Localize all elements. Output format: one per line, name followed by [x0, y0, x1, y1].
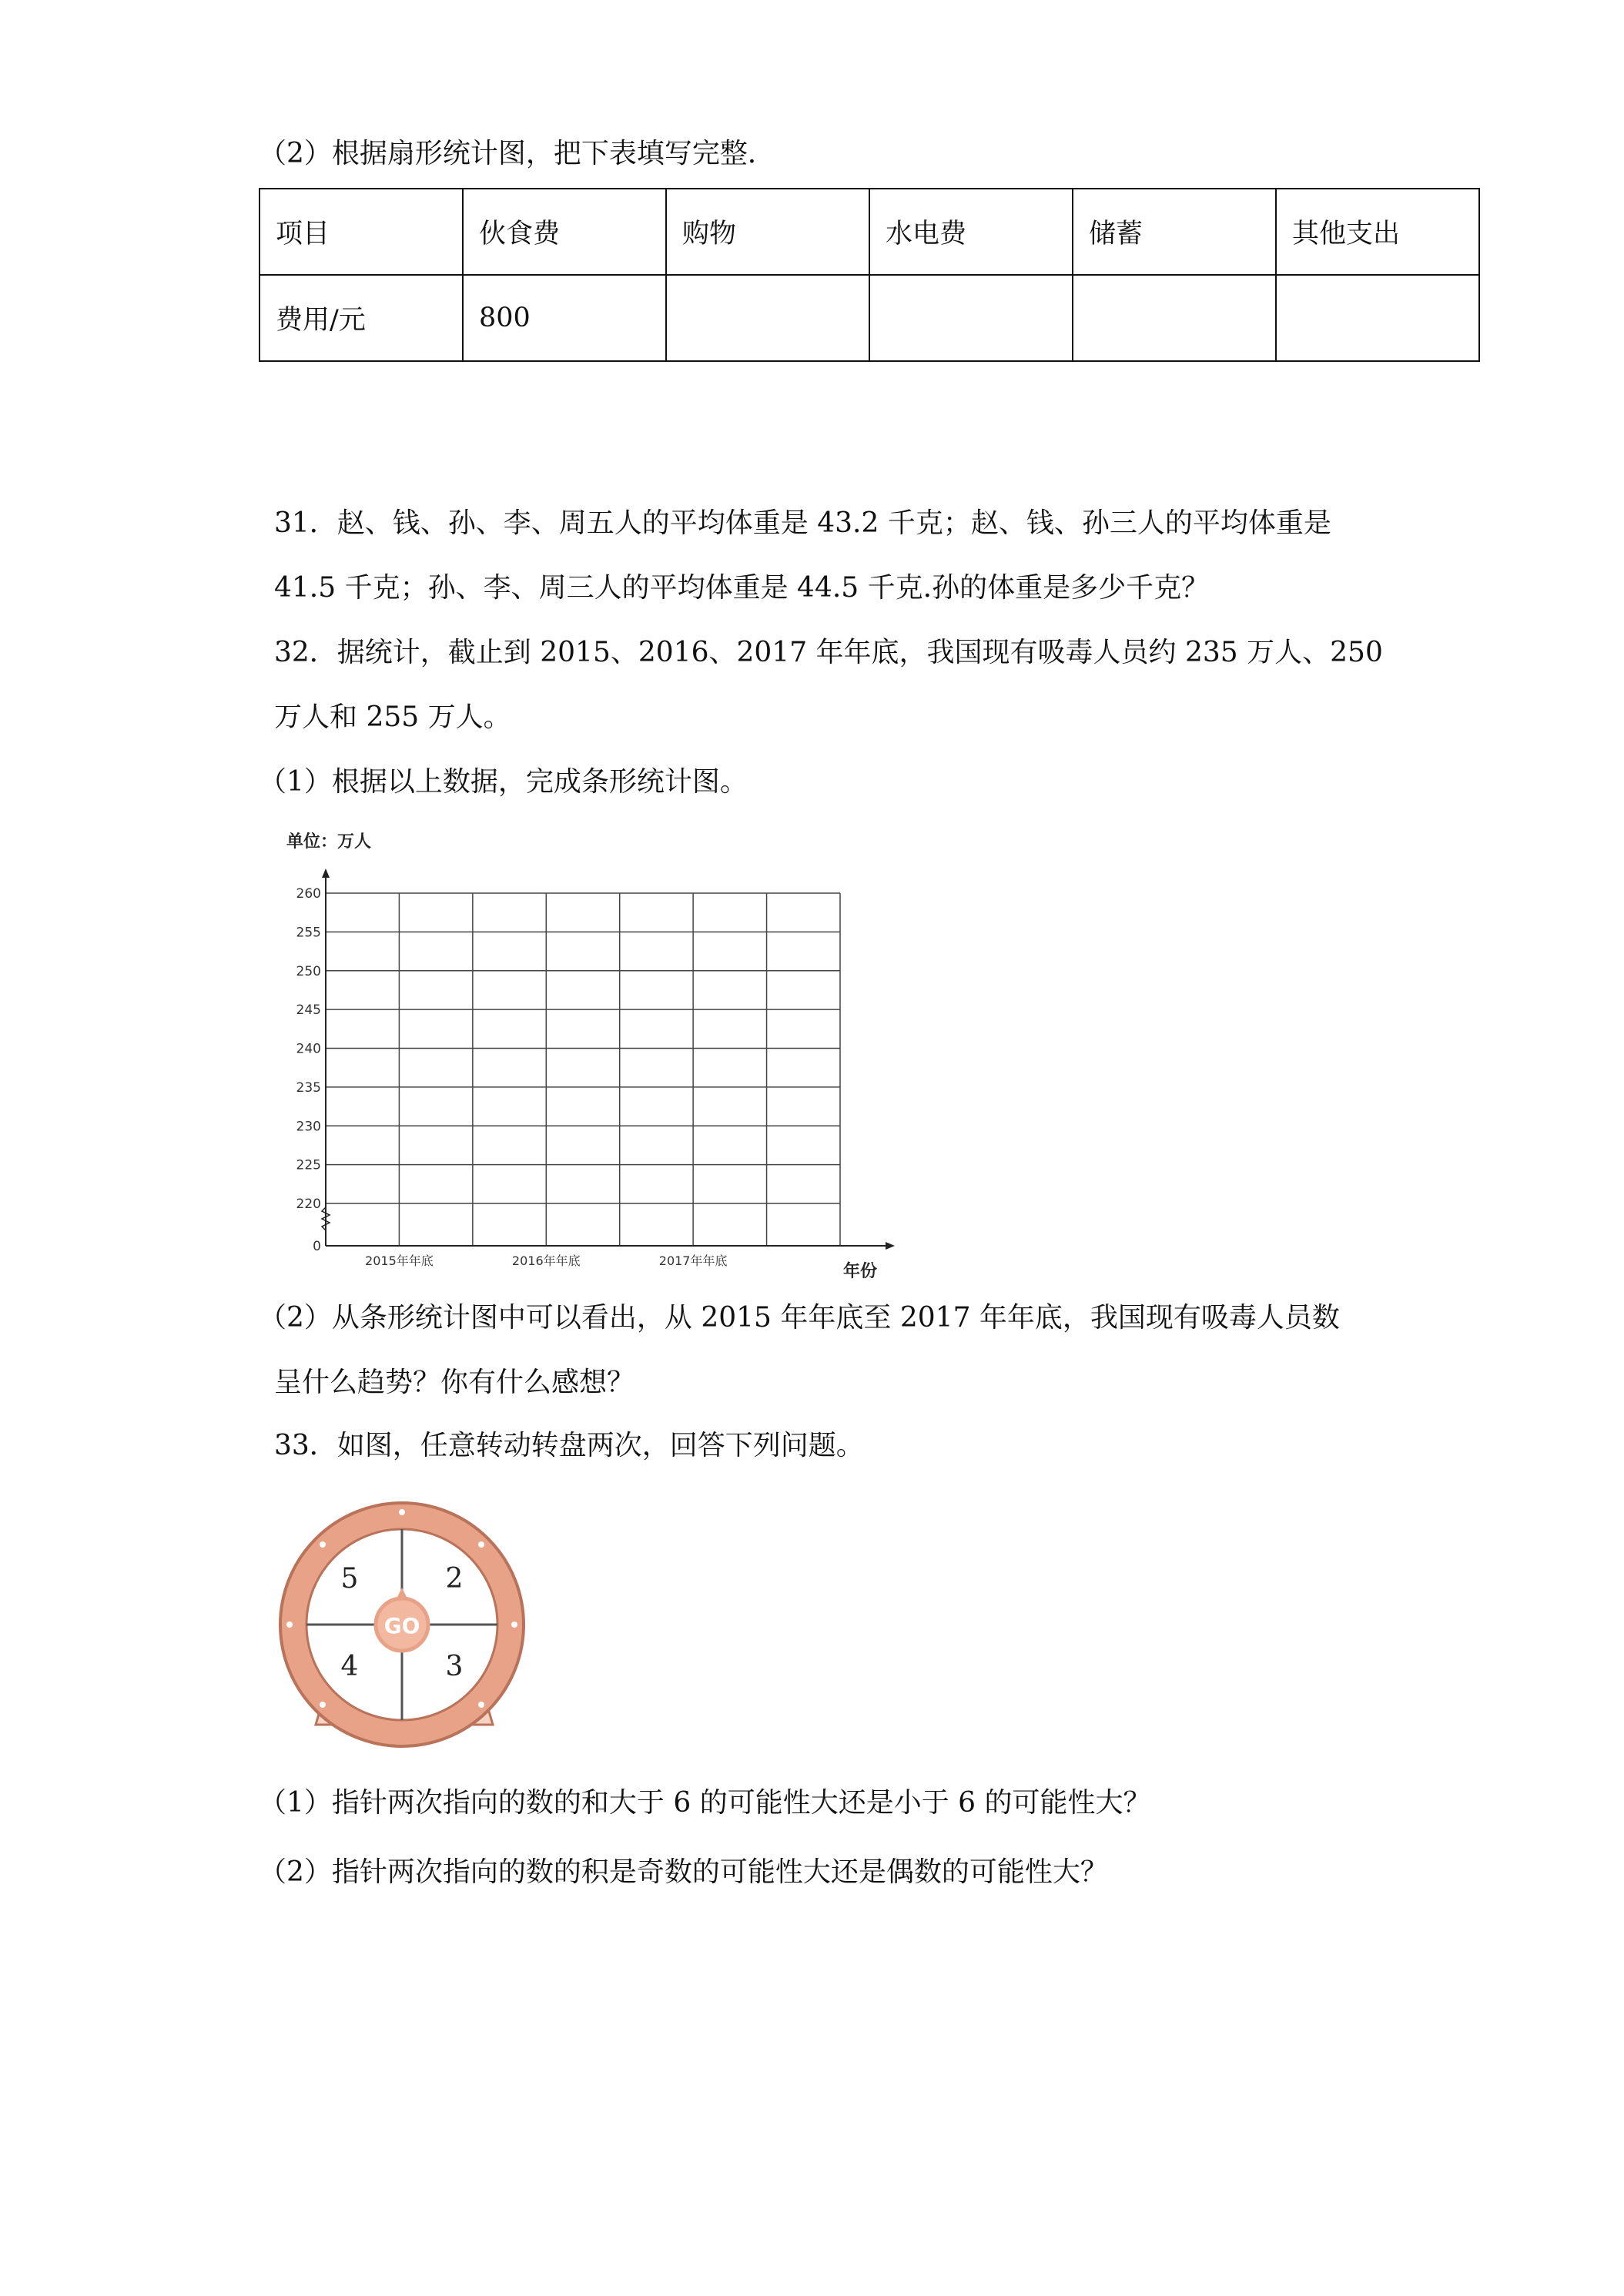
- table-cell: 伙食费: [463, 189, 666, 275]
- y-axis-label: 单位：万人: [286, 832, 372, 852]
- spinner-number: 2: [445, 1563, 464, 1595]
- spinner-number: 5: [340, 1563, 359, 1595]
- x-tick-label: 2015年年底: [365, 1253, 434, 1268]
- x-axis-label: 年份: [843, 1262, 878, 1281]
- y-tick-label: 0: [313, 1239, 321, 1254]
- table-cell: [869, 275, 1073, 361]
- table-cell: [1073, 275, 1276, 361]
- q33-line1: 33．如图，任意转动转盘两次，回答下列问题。: [274, 1430, 864, 1461]
- y-tick-label: 245: [296, 1002, 321, 1019]
- spinner-number: 3: [445, 1651, 464, 1682]
- y-tick-label: 250: [296, 963, 321, 979]
- table-cell: [666, 275, 869, 361]
- spinner-center-label: GO: [383, 1613, 420, 1638]
- y-tick-label: 260: [296, 886, 321, 902]
- table-header-row: [260, 189, 1479, 275]
- table-row: [260, 275, 1479, 361]
- table-cell: [1276, 275, 1479, 361]
- y-tick-label: 240: [296, 1041, 321, 1057]
- q32-line2: 万人和 255 万人。: [274, 701, 511, 733]
- table-cell: 储蓄: [1073, 189, 1276, 275]
- q33-part1: （1）指针两次指向的数的和大于 6 的可能性大还是小于 6 的可能性大？: [259, 1787, 1151, 1819]
- chart-labels: [286, 832, 877, 1281]
- bar-chart: [277, 816, 909, 1286]
- q32-line1: 32．据统计，截止到 2015、2016、2017 年年底，我国现有吸毒人员约 235 万人、250: [274, 637, 1383, 668]
- y-axis-arrow: [322, 869, 330, 878]
- fee-table: [259, 188, 1480, 362]
- q33-part2: （2）指针两次指向的数的积是奇数的可能性大还是偶数的可能性大？: [259, 1856, 1108, 1888]
- table-cell: 水电费: [869, 189, 1073, 275]
- chart-grid: [326, 893, 840, 1246]
- table-cell: 费用/元: [260, 275, 463, 361]
- table-cell: 项目: [260, 189, 463, 275]
- table-cell: 其他支出: [1276, 189, 1479, 275]
- q32-part2-line2: 呈什么趋势？你有什么感想？: [274, 1367, 635, 1398]
- q31-line2: 41.5 千克；孙、李、周三人的平均体重是 44.5 千克.孙的体重是多少千克？: [274, 572, 1210, 604]
- q31-line1: 31．赵、钱、孙、李、周五人的平均体重是 43.2 千克；赵、钱、孙三人的平均体重是: [274, 507, 1331, 539]
- table-cell: 800: [463, 275, 666, 361]
- y-tick-label: 230: [296, 1119, 321, 1135]
- q30-part2-text: （2）根据扇形统计图，把下表填写完整．: [259, 138, 775, 169]
- x-tick-label: 2017年年底: [658, 1253, 728, 1268]
- y-tick-label: 225: [296, 1157, 321, 1173]
- y-tick-label: 255: [296, 925, 321, 941]
- y-tick-label: 235: [296, 1079, 321, 1096]
- q32-part1: （1）根据以上数据，完成条形统计图。: [259, 766, 748, 798]
- chart-axes: [322, 869, 895, 1250]
- y-tick-label: 220: [296, 1197, 321, 1212]
- spinner-illustration: [270, 1494, 539, 1763]
- q32-part2-line1: （2）从条形统计图中可以看出，从 2015 年年底至 2017 年年底，我国现有吸毒人员数: [259, 1302, 1340, 1334]
- x-axis-arrow: [886, 1242, 895, 1250]
- table-cell: 购物: [666, 189, 869, 275]
- spinner-number: 4: [340, 1651, 359, 1682]
- x-tick-label: 2016年年底: [511, 1253, 581, 1268]
